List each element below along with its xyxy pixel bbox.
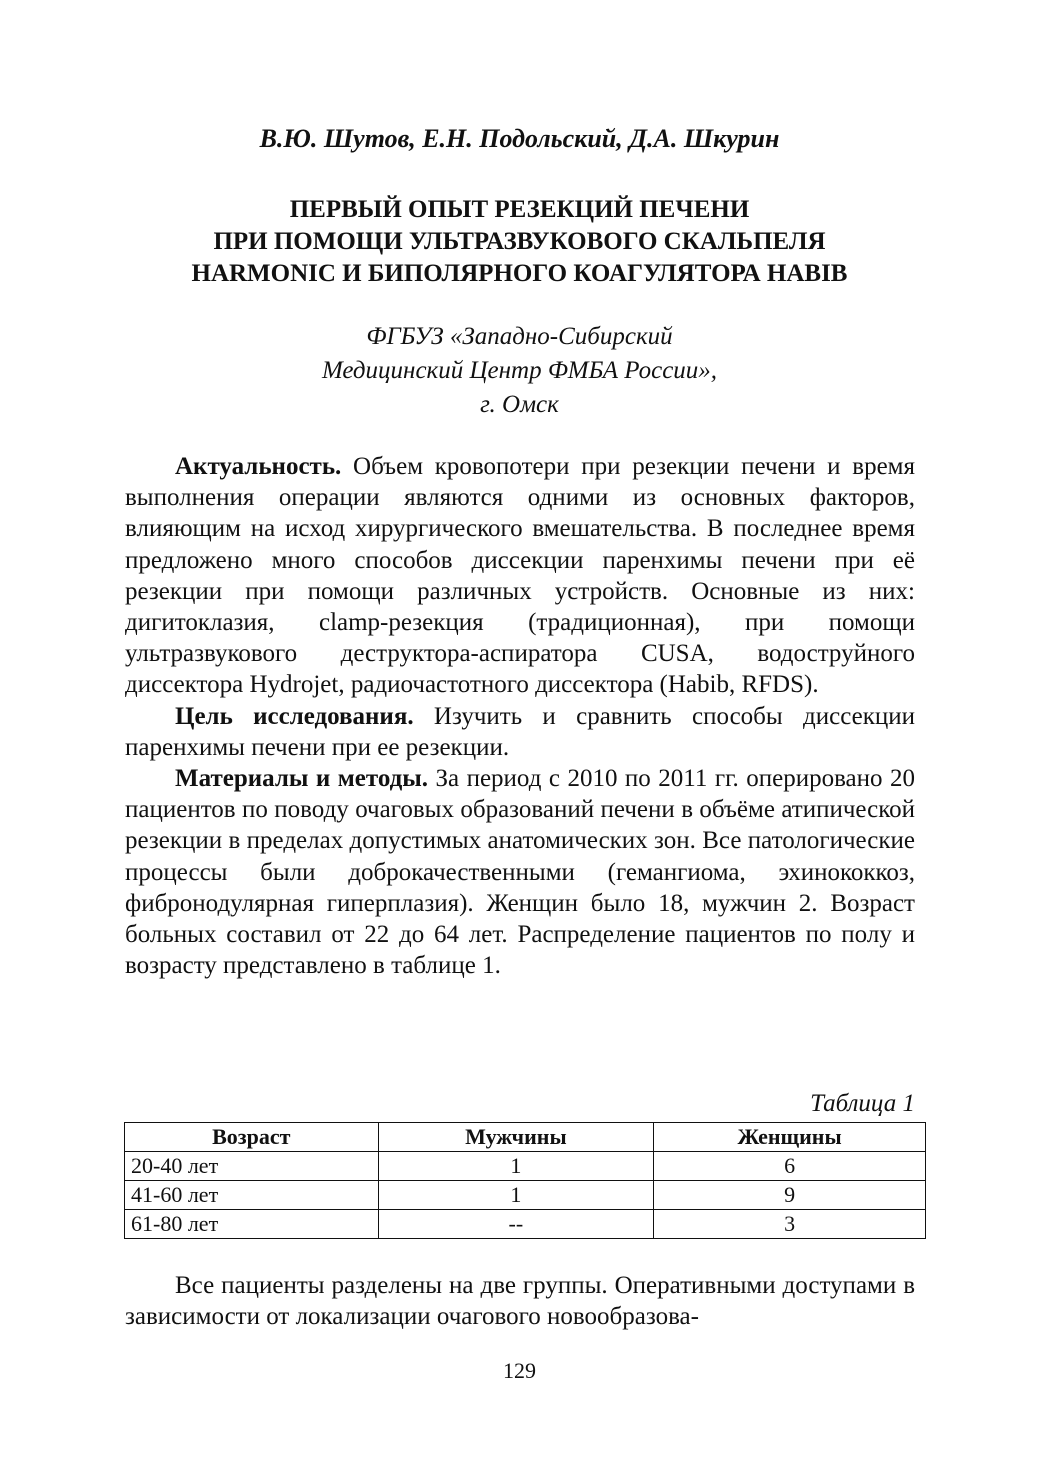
table-cell: 6 <box>654 1152 926 1181</box>
affiliation <box>0 320 1039 422</box>
table-cell: 1 <box>378 1152 654 1181</box>
paragraph-methods <box>125 763 915 981</box>
affiliation-line: Медицинский Центр ФМБА России», <box>321 357 718 384</box>
table-row <box>125 1210 926 1239</box>
relevance-heading: Актуальность. <box>175 453 342 480</box>
table-cell: 1 <box>378 1181 654 1210</box>
table-cell: 41-60 лет <box>125 1181 379 1210</box>
table-cell: 9 <box>654 1181 926 1210</box>
affiliation-line: ФГБУЗ «Западно-Сибирский <box>366 323 673 350</box>
table-header-cell: Женщины <box>654 1123 926 1152</box>
methods-text: За период с 2010 по 2011 гг. оперировано 20 пациентов по поводу очаговых образований печени в объёме атипической резекции в пределах допустимых анатомических зон. Все патологические процессы были доброкачественными (гемангиома, эхинококкоз, фибронодулярная гиперплазия). Женщин было 18, мужчин 2. Возраст больных составил от 22 до 64 лет. Распределение пациентов по полу и возрасту представлено в таблице 1. <box>125 765 915 980</box>
paragraph-aim <box>125 701 915 763</box>
paper-title <box>0 194 1039 290</box>
table-header-cell: Возраст <box>125 1123 379 1152</box>
table-header-row <box>125 1123 926 1152</box>
affiliation-line: г. Омск <box>480 391 559 418</box>
page-number: 129 <box>503 1358 536 1383</box>
methods-heading: Материалы и методы. <box>175 765 429 793</box>
title-line: HARMONIC И БИПОЛЯРНОГО КОАГУЛЯТОРА HABIB <box>191 260 848 287</box>
paragraph-groups: Все пациенты разделены на две группы. Оперативными доступами в зависимости от локализации очагового новообразова- <box>125 1272 915 1331</box>
data-table <box>124 1122 926 1239</box>
paragraph-relevance <box>125 451 915 701</box>
aim-text: Изучить и сравнить способы диссекции паренхимы печени при ее резекции. <box>125 702 915 761</box>
after-table-text <box>125 1270 915 1332</box>
authors: В.Ю. Шутов, Е.Н. Подольский, Д.А. Шкурин <box>259 124 780 153</box>
table-cell: -- <box>378 1210 654 1239</box>
aim-heading: Цель исследования. <box>175 702 414 730</box>
table-header-cell: Мужчины <box>378 1123 654 1152</box>
table-row <box>125 1181 926 1210</box>
title-line: ПРИ ПОМОЩИ УЛЬТРАЗВУКОВОГО СКАЛЬПЕЛЯ <box>213 228 826 255</box>
table-cell: 3 <box>654 1210 926 1239</box>
table-cell: 61-80 лет <box>125 1210 379 1239</box>
body-text <box>125 451 915 981</box>
table-caption: Таблица 1 <box>810 1090 915 1117</box>
table-cell: 20-40 лет <box>125 1152 379 1181</box>
title-line: ПЕРВЫЙ ОПЫТ РЕЗЕКЦИЙ ПЕЧЕНИ <box>289 196 750 223</box>
relevance-text: Объем кровопотери при резекции печени и время выполнения операции являются одними из основных факторов, влияющим на исход хирургического вмешательства. В последнее время предложено много способов диссекции паренхимы печени при её резекции при помощи различных устройств. Основные из них: дигитоклазия, clamp-резекция (традиционная), при помощи ультразвукового деструктора-аспиратора CUSA, водоструйного диссектора Hydrojet, радиочастотного диссектора (Habib, RFDS). <box>125 453 915 699</box>
table-row <box>125 1152 926 1181</box>
